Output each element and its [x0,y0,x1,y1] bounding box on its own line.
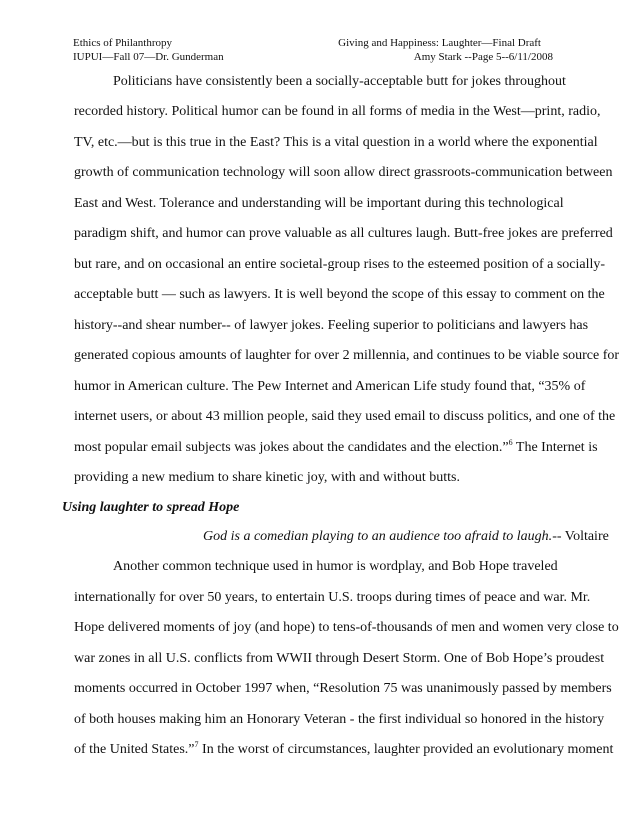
text-run: most popular email subjects was jokes about the candidates and the election.” [74,440,509,455]
paragraph1-line: internet users, or about 43 million people, said they used email to discuss politics, and one of the [74,409,616,424]
paragraph1-line [74,439,598,457]
footnote-ref: 7 [194,740,199,749]
header-title: Giving and Happiness: Laughter—Final Draft [338,37,541,49]
paragraph2-line: war zones in all U.S. conflicts from WWII through Desert Storm. One of Bob Hope’s proudest [74,651,605,666]
text-run: In the worst of circumstances, laughter provided an evolutionary moment [198,742,614,757]
paragraph1-line: growth of communication technology will soon allow direct grassroots-communication between [74,165,613,180]
paragraph2-line: moments occurred in October 1997 when, “Resolution 75 was unanimously passed by members [74,681,612,696]
paragraph1-line: history--and shear number-- of lawyer jokes. Feeling superior to politicians and lawyers has [74,318,589,333]
header-author-page: Amy Stark --Page 5--6/11/2008 [413,51,553,63]
header-course: Ethics of Philanthropy [73,37,172,49]
paragraph1-line: paradigm shift, and humor can prove valuable as all cultures laugh. Butt-free jokes are preferred [74,226,613,241]
paragraph2-line: internationally for over 50 years, to entertain U.S. troops during times of peace and war. Mr. [74,590,591,605]
section-heading: Using laughter to spread Hope [62,500,240,515]
text-run: of the United States.” [74,742,195,757]
paragraph1-line: East and West. Tolerance and understanding will be important during this technological [74,196,564,211]
paragraph1-line: Politicians have consistently been a socially-acceptable butt for jokes throughout [113,74,566,89]
paragraph2-line: Another common technique used in humor is wordplay, and Bob Hope traveled [113,559,558,574]
page-header [73,36,553,64]
paragraph1-line: generated copious amounts of laughter for over 2 millennia, and continues to be viable source for [74,348,620,363]
text-run: The Internet is [512,440,598,455]
epigraph [203,528,609,546]
epigraph-attribution: -- Voltaire [552,529,609,544]
paragraph1-line: recorded history. Political humor can be found in all forms of media in the West—print, radio, [74,104,601,119]
paragraph2-line: Hope delivered moments of joy (and hope) to tens-of-thousands of men and women very close to [74,620,619,635]
paragraph1-line: TV, etc.—but is this true in the East? This is a vital question in a world where the exponential [74,135,598,150]
paragraph2-line: of both houses making him an Honorary Veteran - the first individual so honored in the history [74,712,605,727]
paragraph1-line: acceptable butt — such as lawyers. It is well beyond the scope of this essay to comment on the [74,287,605,302]
paragraph2-line [74,741,613,759]
epigraph-quote: God is a comedian playing to an audience too afraid to laugh. [203,529,553,544]
paragraph1-line: providing a new medium to share kinetic joy, with and without butts. [74,470,460,485]
paragraph1-line: but rare, and on occasional an entire societal-group rises to the esteemed position of a socially- [74,257,606,272]
header-instructor: IUPUI—Fall 07—Dr. Gunderman [73,51,224,63]
paragraph1-line: humor in American culture. The Pew Internet and American Life study found that, “35% of [74,379,586,394]
footnote-ref: 6 [508,438,513,447]
